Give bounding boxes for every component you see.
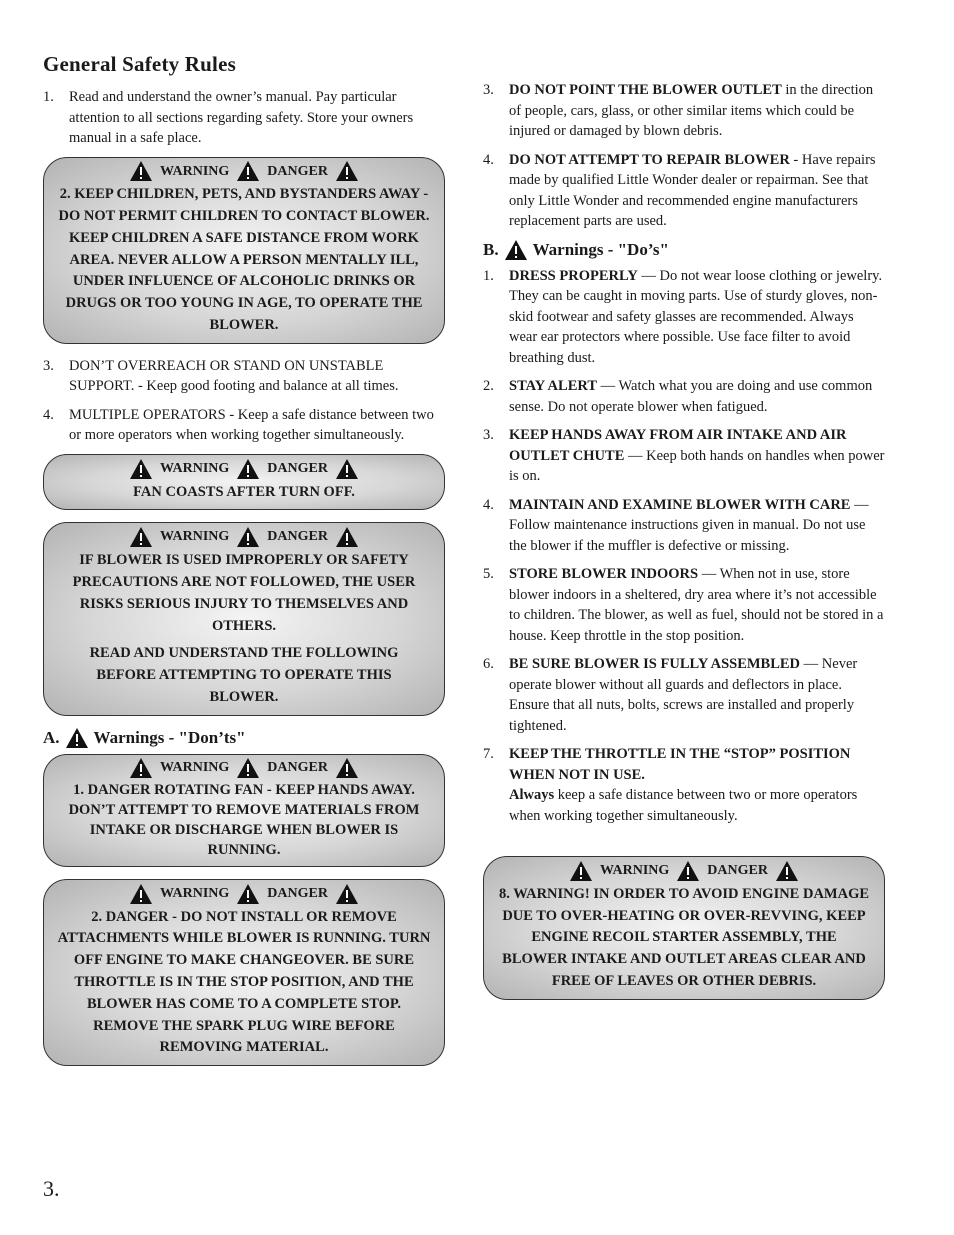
warning-triangle-icon	[237, 758, 259, 778]
warning-triangle-icon	[130, 161, 152, 181]
warning-text: 2. DANGER - DO NOT INSTALL OR REMOVE ATTACHMENTS WHILE BLOWER IS RUNNING. TURN OFF ENGINE TO MAKE CHANGEOVER. BE SURE THROTTLE IS IN THE STOP POSITION, AND THE BLOWER HAS COME TO A COMPLETE STOP. REMOVE THE SPARK PLUG WIRE BEFORE REMOVING MATERIAL.	[57, 908, 431, 1056]
warning-header	[54, 458, 434, 480]
item-bold: MAINTAIN AND EXAMINE BLOWER WITH CARE	[509, 496, 851, 513]
dos-item-7	[483, 744, 885, 826]
dos-item-4	[483, 495, 885, 557]
item-text	[509, 150, 885, 232]
danger-label: DANGER	[267, 759, 328, 775]
section-letter: A.	[43, 727, 60, 747]
danger-label: DANGER	[707, 863, 768, 878]
item-text	[509, 564, 885, 646]
dos-item-1	[483, 266, 885, 369]
warning-triangle-icon	[570, 861, 592, 881]
danger-label: DANGER	[267, 460, 328, 476]
danger-label: DANGER	[267, 163, 328, 179]
item-body: in the direction of people, cars, glass, or other similar items which could be injured or damaged by blown debris.	[509, 82, 874, 139]
item-text	[509, 744, 885, 826]
section-label: Warnings - "Do’s"	[532, 239, 669, 259]
page-title: General Safety Rules	[43, 52, 236, 76]
warning-triangle-icon	[130, 758, 152, 778]
warning-triangle-icon	[336, 758, 358, 778]
warning-triangle-icon	[237, 884, 259, 904]
item-body: — Follow maintenance instructions given in manual. Do not use the blower if the muffler is defective or missing.	[509, 496, 869, 554]
item-text: DON’T OVERREACH OR STAND ON UNSTABLE SUPPORT. - Keep good footing and balance at all times.	[69, 357, 399, 395]
warning-triangle-icon	[776, 861, 798, 881]
dos-item-6	[483, 654, 885, 736]
rule-item-1	[43, 87, 445, 149]
warning-text: 1. DANGER ROTATING FAN - KEEP HANDS AWAY. DON’T ATTEMPT TO REMOVE MATERIALS FROM INTAKE OR DISCHARGE WHEN BLOWER IS RUNNING.	[68, 781, 420, 858]
warning-header	[58, 526, 430, 548]
item-text	[509, 425, 885, 487]
item-body: keep a safe distance between two or more operators when working together simultaneously.	[509, 787, 858, 824]
section-letter: B.	[483, 239, 499, 259]
item-number: 4.	[483, 151, 494, 168]
warning-triangle-icon	[237, 459, 259, 479]
danger-label: DANGER	[267, 529, 328, 545]
rule-item-3	[43, 356, 445, 397]
item-text	[509, 376, 885, 417]
warning-triangle-icon	[505, 240, 527, 260]
item-bold: KEEP THE THROTTLE IN THE “STOP” POSITION WHEN NOT IN USE.	[509, 746, 851, 783]
danger-label: DANGER	[267, 885, 328, 901]
item-text	[509, 266, 885, 369]
item-body: — Do not wear loose clothing or jewelry. They can be caught in moving parts. Use of sturdy gloves, non-skid footwear and safety glasses are recommended. Always wear ear protectors where possible. Use face filter to avoid breathing dust.	[509, 267, 883, 366]
warning-header	[54, 758, 434, 778]
item-number: 7.	[483, 746, 494, 762]
warning-triangle-icon	[336, 884, 358, 904]
item-text	[509, 495, 885, 557]
item-number: 3.	[483, 427, 494, 443]
item-number: 1.	[43, 89, 54, 105]
warning-text: IF BLOWER IS USED IMPROPERLY OR SAFETY PRECAUTIONS ARE NOT FOLLOWED, THE USER RISKS SERIOUS INJURY TO THEMSELVES AND OTHERS.	[72, 552, 416, 634]
warning-box-attachments	[43, 879, 445, 1066]
item-body: — When not in use, store blower indoors in a sheltered, dry area where it’s not accessible to children. The blower, as well as fuel, should not be stored in a house. Keep throttle in the stop position.	[509, 566, 884, 644]
warning-triangle-icon	[336, 527, 358, 547]
item-text	[509, 80, 885, 142]
item-body: — Keep both hands on handles when power is on.	[509, 447, 885, 484]
item-number: 5.	[483, 566, 494, 582]
warning-header	[54, 883, 434, 905]
warning-triangle-icon	[130, 527, 152, 547]
warning-box-fan-coasts	[43, 454, 445, 511]
item-bold: KEEP HANDS AWAY FROM AIR INTAKE AND AIR OUTLET CHUTE	[509, 427, 847, 464]
right-column	[483, 80, 885, 1012]
dos-item-5	[483, 564, 885, 646]
warning-triangle-icon	[237, 527, 259, 547]
section-b-heading	[483, 240, 885, 260]
warning-triangle-icon	[130, 884, 152, 904]
rule-item-4-right	[483, 150, 885, 232]
rule-item-4	[43, 405, 445, 446]
item-bold: DRESS PROPERLY	[509, 267, 638, 284]
warning-triangle-icon	[677, 861, 699, 881]
item-number: 6.	[483, 656, 494, 672]
item-number: 3.	[483, 82, 494, 98]
dos-item-2	[483, 376, 885, 417]
warning-triangle-icon	[336, 161, 358, 181]
item-body: — Never operate blower without all guards and deflectors in place. Ensure that all nuts, bolts, screws are installed and properly tightened.	[509, 656, 858, 734]
item-bold: DO NOT ATTEMPT TO REPAIR BLOWER	[509, 151, 790, 168]
left-column	[43, 52, 445, 1078]
warning-box-children	[43, 157, 445, 344]
dos-item-3	[483, 425, 885, 487]
item-bold: STORE BLOWER INDOORS	[509, 566, 699, 582]
item-body: — Watch what you are doing and use common sense. Do not operate blower when fatigued.	[509, 378, 873, 415]
item-number: 2.	[483, 378, 494, 394]
warning-label: WARNING	[160, 885, 230, 901]
warning-label: WARNING	[160, 529, 230, 545]
item-bold: BE SURE BLOWER IS FULLY ASSEMBLED	[509, 656, 801, 672]
warning-triangle-icon	[66, 728, 88, 748]
item-bold: STAY ALERT	[509, 378, 598, 394]
warning-label: WARNING	[600, 863, 670, 878]
warning-header	[58, 161, 430, 183]
item-text	[509, 654, 885, 736]
warning-header	[498, 860, 870, 882]
section-label: Warnings - "Don’ts"	[93, 727, 246, 747]
warning-text: 2. KEEP CHILDREN, PETS, AND BYSTANDERS AWAY - DO NOT PERMIT CHILDREN TO CONTACT BLOWER. KEEP CHILDREN A SAFE DISTANCE FROM WORK AREA. NEVER ALLOW A PERSON MENTALLY ILL, UNDER INFLUENCE OF ALCOHOLIC DRINKS OR DRUGS OR TOO YOUNG IN AGE, TO OPERATE THE BLOWER.	[58, 186, 430, 334]
page-number: 3.	[43, 1176, 60, 1201]
warning-box-rotating-fan	[43, 754, 445, 867]
item-bold-always: Always	[509, 787, 555, 803]
warning-label: WARNING	[160, 460, 230, 476]
item-bold: DO NOT POINT THE BLOWER OUTLET	[509, 82, 782, 98]
warning-text: READ AND UNDERSTAND THE FOLLOWING BEFORE ATTEMPTING TO OPERATE THIS BLOWER.	[89, 645, 399, 706]
warning-triangle-icon	[237, 161, 259, 181]
item-number: 1.	[483, 267, 494, 284]
item-body: - Have repairs made by qualified Little Wonder dealer or repairman. See that only Little Wonder and recommended engine manufacturers replacement parts are used.	[509, 151, 876, 229]
item-number: 4.	[483, 496, 494, 513]
item-text: Read and understand the owner’s manual. Pay particular attention to all sections regarding safety. Store your owners manual in a safe place.	[69, 89, 414, 146]
item-number: 4.	[43, 406, 54, 423]
warning-label: WARNING	[160, 759, 230, 775]
warning-triangle-icon	[336, 459, 358, 479]
warning-box-improper-use	[43, 522, 445, 715]
warning-label: WARNING	[160, 163, 230, 179]
item-number: 3.	[43, 357, 54, 374]
warning-text: 8. WARNING! IN ORDER TO AVOID ENGINE DAMAGE DUE TO OVER-HEATING OR OVER-REVVING, KEEP ENGINE RECOIL STARTER ASSEMBLY, THE BLOWER INTAKE AND OUTLET AREAS CLEAR AND FREE OF LEAVES OR OTHER DEBRIS.	[498, 885, 870, 989]
warning-box-engine-damage	[483, 856, 885, 1000]
warning-triangle-icon	[130, 459, 152, 479]
section-a-heading	[43, 728, 445, 748]
warning-text: FAN COASTS AFTER TURN OFF.	[133, 483, 355, 500]
item-text: MULTIPLE OPERATORS - Keep a safe distance between two or more operators when working together simultaneously.	[69, 406, 434, 444]
rule-item-3-right	[483, 80, 885, 142]
